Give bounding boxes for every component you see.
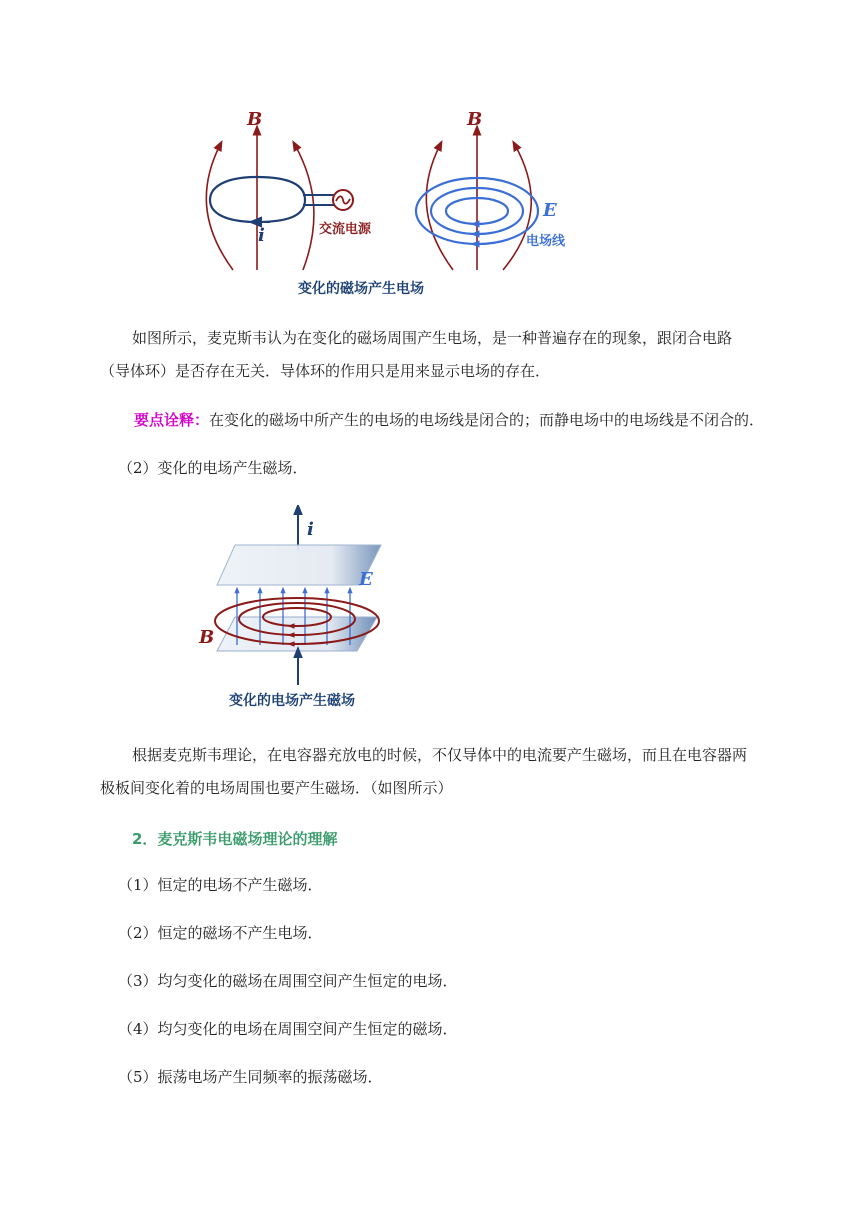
list-item: （3）均匀变化的磁场在周围空间产生恒定的电场． bbox=[118, 972, 458, 990]
list-item: （5）振荡电场产生同频率的振荡磁场． bbox=[118, 1068, 383, 1086]
label-b-left: B bbox=[247, 109, 263, 130]
label-b-right: B bbox=[467, 109, 483, 130]
figure1-caption: 变化的磁场产生电场 bbox=[298, 281, 424, 297]
figure2-diagram bbox=[195, 505, 395, 685]
figure-changing-magnetic-field bbox=[195, 105, 615, 305]
label-e-field: E bbox=[543, 200, 557, 221]
section-heading: 2．麦克斯韦电磁场理论的理解 bbox=[132, 830, 338, 848]
list-item: （1）恒定的电场不产生磁场． bbox=[118, 876, 323, 894]
figure1-diagram bbox=[195, 105, 615, 275]
keypoint-line bbox=[134, 410, 764, 430]
figure2-caption: 变化的电场产生磁场 bbox=[229, 693, 355, 709]
paragraph-maxwell-electric-field: 如图所示，麦克斯韦认为在变化的磁场周围产生电场，是一种普遍存在的现象，跟闭合电路（导体环）是否存在无关．导体环的作用只是用来显示电场的存在． bbox=[100, 329, 733, 380]
keypoint-text: 在变化的磁场中所产生的电场的电场线是闭合的；而静电场中的电场线是不闭合的． bbox=[209, 411, 765, 429]
list-item: （2）恒定的磁场不产生电场． bbox=[118, 924, 323, 942]
item-changing-electric-field: （2）变化的电场产生磁场． bbox=[118, 459, 308, 477]
b-field-line-left-right bbox=[426, 145, 453, 270]
label-b-field-2: B bbox=[199, 627, 215, 648]
list-item: （4）均匀变化的电场在周围空间产生恒定的磁场． bbox=[118, 1020, 458, 1038]
paragraph-capacitor: 根据麦克斯韦理论，在电容器充放电的时候，不仅导体中的电流要产生磁场，而且在电容器两极板间变化着的电场周围也要产生磁场．（如图所示） bbox=[100, 746, 748, 797]
label-current-i: i bbox=[258, 225, 265, 246]
figure-changing-electric-field bbox=[195, 505, 395, 715]
b-field-line-left bbox=[206, 145, 233, 270]
ac-source-label: 交流电源 bbox=[319, 222, 372, 237]
label-e-field-2: E bbox=[359, 569, 373, 590]
field-line-label: 电场线 bbox=[526, 234, 566, 249]
keypoint-label: 要点诠释： bbox=[134, 411, 210, 429]
label-current-i-2: i bbox=[307, 519, 314, 540]
top-plate bbox=[217, 545, 381, 585]
